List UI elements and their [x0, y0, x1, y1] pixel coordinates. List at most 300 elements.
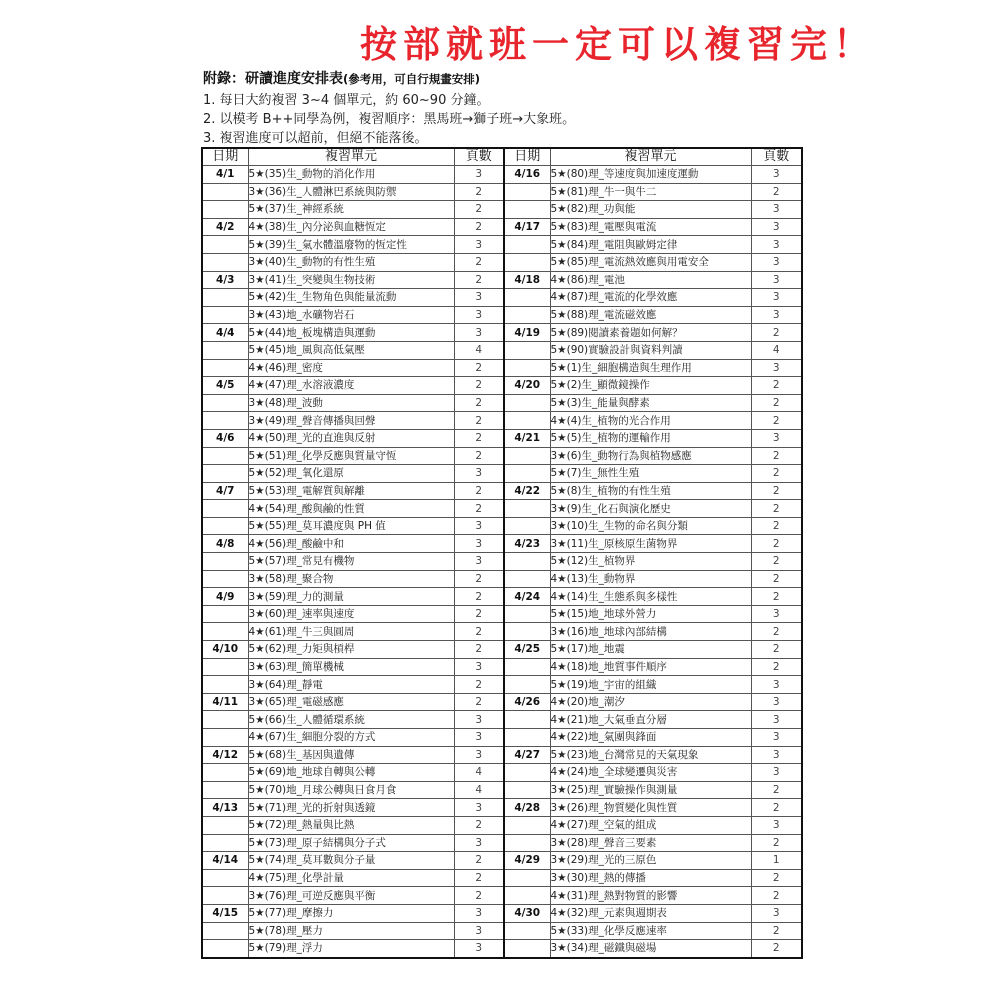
table-cell-pages: 2 [454, 253, 504, 271]
table-cell-unit: 4★(22)地_氣團與鋒面 [550, 729, 751, 747]
table-cell-date: 4/5 [202, 377, 248, 395]
table-cell-pages: 3 [454, 922, 504, 940]
table-cell-pages: 2 [751, 799, 802, 817]
table-row [202, 183, 802, 201]
table-row [202, 306, 802, 324]
table-cell-unit: 4★(75)理_化學計量 [248, 869, 454, 887]
table-cell-pages: 2 [751, 641, 802, 659]
table-cell-pages: 2 [751, 183, 802, 201]
table-cell-pages: 1 [751, 852, 802, 870]
table-cell-unit: 3★(26)理_物質變化與性質 [550, 799, 751, 817]
table-row [202, 236, 802, 254]
table-cell-pages: 3 [454, 553, 504, 571]
table-cell-date [202, 517, 248, 535]
table-cell-pages: 2 [454, 676, 504, 694]
table-cell-pages: 3 [454, 517, 504, 535]
table-cell-date: 4/1 [202, 166, 248, 184]
appendix-subtitle: (參考用，可自行規畫安排) [343, 72, 481, 86]
table-cell-unit: 5★(7)生_無性生殖 [550, 465, 751, 483]
table-cell-unit: 5★(51)理_化學反應與質量守恆 [248, 447, 454, 465]
table-cell-unit: 5★(17)地_地震 [550, 641, 751, 659]
header-unit-right: 複習單元 [550, 148, 751, 166]
table-cell-pages: 2 [751, 394, 802, 412]
table-cell-pages: 3 [751, 236, 802, 254]
table-row [202, 605, 802, 623]
table-cell-unit: 4★(20)地_潮汐 [550, 693, 751, 711]
table-cell-pages: 4 [454, 341, 504, 359]
table-cell-pages: 2 [454, 377, 504, 395]
table-cell-pages: 2 [454, 588, 504, 606]
table-row [202, 201, 802, 219]
table-cell-date [504, 517, 550, 535]
table-cell-unit: 5★(1)生_細胞構造與生理作用 [550, 359, 751, 377]
table-cell-date: 4/25 [504, 641, 550, 659]
table-cell-date [504, 764, 550, 782]
table-row [202, 658, 802, 676]
table-cell-pages: 2 [751, 658, 802, 676]
table-cell-date [504, 816, 550, 834]
table-cell-date: 4/21 [504, 429, 550, 447]
table-cell-pages: 3 [454, 289, 504, 307]
table-cell-date [504, 289, 550, 307]
appendix-title [203, 68, 480, 88]
table-cell-pages: 3 [454, 711, 504, 729]
table-cell-unit: 5★(90)實驗設計與資料判讀 [550, 341, 751, 359]
table-cell-pages: 2 [454, 412, 504, 430]
table-cell-unit: 5★(37)生_神經系統 [248, 201, 454, 219]
table-cell-date [504, 570, 550, 588]
table-row [202, 588, 802, 606]
table-cell-pages: 2 [454, 852, 504, 870]
table-cell-pages: 3 [751, 359, 802, 377]
table-cell-unit: 5★(12)生_植物界 [550, 553, 751, 571]
table-cell-unit: 5★(52)理_氧化還原 [248, 465, 454, 483]
table-cell-pages: 2 [454, 218, 504, 236]
table-cell-pages: 2 [751, 869, 802, 887]
table-cell-date [202, 236, 248, 254]
table-cell-unit: 5★(72)理_熱量與比熱 [248, 816, 454, 834]
header-date-right: 日期 [504, 148, 550, 166]
table-row [202, 781, 802, 799]
table-cell-pages: 2 [751, 465, 802, 483]
table-cell-pages: 3 [454, 799, 504, 817]
table-cell-unit: 5★(8)生_植物的有性生殖 [550, 482, 751, 500]
table-cell-pages: 3 [454, 658, 504, 676]
table-cell-pages: 3 [751, 816, 802, 834]
table-cell-pages: 2 [454, 623, 504, 641]
table-cell-pages: 2 [751, 940, 802, 958]
table-cell-date: 4/24 [504, 588, 550, 606]
table-cell-pages: 3 [454, 904, 504, 922]
table-cell-unit: 4★(27)理_空氣的組成 [550, 816, 751, 834]
table-cell-date [504, 500, 550, 518]
table-cell-unit: 4★(32)理_元素與週期表 [550, 904, 751, 922]
table-cell-pages: 2 [751, 588, 802, 606]
table-cell-date [202, 289, 248, 307]
table-cell-unit: 4★(54)理_酸與鹼的性質 [248, 500, 454, 518]
table-cell-date [202, 605, 248, 623]
table-cell-date [504, 183, 550, 201]
table-cell-unit: 5★(55)理_莫耳濃度與 PH 值 [248, 517, 454, 535]
table-cell-pages: 2 [454, 271, 504, 289]
table-cell-unit: 5★(78)理_壓力 [248, 922, 454, 940]
appendix-heading: 附錄：研讀進度安排表 [203, 71, 343, 87]
table-cell-unit: 4★(13)生_動物界 [550, 570, 751, 588]
table-cell-pages: 3 [751, 271, 802, 289]
table-cell-date: 4/22 [504, 482, 550, 500]
table-cell-unit: 4★(4)生_植物的光合作用 [550, 412, 751, 430]
table-row [202, 482, 802, 500]
table-cell-pages: 3 [454, 236, 504, 254]
table-row [202, 341, 802, 359]
table-cell-date [202, 183, 248, 201]
table-cell-unit: 5★(45)地_風與高低氣壓 [248, 341, 454, 359]
table-row [202, 641, 802, 659]
table-cell-date [504, 253, 550, 271]
table-cell-unit: 3★(29)理_光的三原色 [550, 852, 751, 870]
table-cell-unit: 5★(71)理_光的折射與透鏡 [248, 799, 454, 817]
table-cell-pages: 3 [454, 746, 504, 764]
table-cell-unit: 5★(62)理_力矩與槓桿 [248, 641, 454, 659]
table-cell-pages: 3 [454, 729, 504, 747]
table-cell-date: 4/4 [202, 324, 248, 342]
table-cell-unit: 5★(19)地_宇宙的組織 [550, 676, 751, 694]
table-cell-pages: 2 [454, 641, 504, 659]
table-cell-unit: 5★(33)理_化學反應速率 [550, 922, 751, 940]
table-cell-unit: 3★(25)理_實驗操作與測量 [550, 781, 751, 799]
table-cell-unit: 3★(30)理_熱的傳播 [550, 869, 751, 887]
table-cell-pages: 3 [751, 904, 802, 922]
table-cell-date [504, 201, 550, 219]
table-cell-unit: 5★(3)生_能量與酵素 [550, 394, 751, 412]
table-cell-unit: 4★(61)理_牛三與圓周 [248, 623, 454, 641]
table-row [202, 394, 802, 412]
table-cell-pages: 2 [751, 500, 802, 518]
header-unit-left: 複習單元 [248, 148, 454, 166]
table-cell-unit: 3★(9)生_化石與演化歷史 [550, 500, 751, 518]
table-cell-pages: 4 [751, 341, 802, 359]
table-cell-unit: 5★(2)生_顯微鏡操作 [550, 377, 751, 395]
table-row [202, 676, 802, 694]
table-cell-unit: 5★(88)理_電流磁效應 [550, 306, 751, 324]
table-cell-date [202, 940, 248, 958]
table-cell-unit: 5★(68)生_基因與遺傳 [248, 746, 454, 764]
table-cell-pages: 2 [454, 570, 504, 588]
table-cell-date [202, 306, 248, 324]
table-cell-unit: 3★(40)生_動物的有性生殖 [248, 253, 454, 271]
table-cell-unit: 5★(83)理_電壓與電流 [550, 218, 751, 236]
table-cell-unit: 4★(46)理_密度 [248, 359, 454, 377]
table-cell-unit: 5★(89)閱讀素養題如何解？ [550, 324, 751, 342]
table-cell-date [504, 465, 550, 483]
table-cell-pages: 3 [454, 166, 504, 184]
table-cell-unit: 4★(47)理_水溶液濃度 [248, 377, 454, 395]
table-cell-date [504, 306, 550, 324]
table-cell-unit: 3★(41)生_突變與生物技術 [248, 271, 454, 289]
table-cell-date [202, 359, 248, 377]
table-cell-date [504, 869, 550, 887]
table-cell-unit: 4★(56)理_酸鹼中和 [248, 535, 454, 553]
table-row [202, 535, 802, 553]
table-cell-unit: 5★(69)地_地球自轉與公轉 [248, 764, 454, 782]
table-cell-date [202, 658, 248, 676]
table-cell-unit: 5★(5)生_植物的運輸作用 [550, 429, 751, 447]
table-cell-date: 4/16 [504, 166, 550, 184]
table-cell-unit: 4★(24)地_全球變遷與災害 [550, 764, 751, 782]
table-cell-unit: 3★(49)理_聲音傳播與回聲 [248, 412, 454, 430]
table-cell-pages: 2 [751, 623, 802, 641]
table-cell-date: 4/13 [202, 799, 248, 817]
table-cell-unit: 5★(35)生_動物的消化作用 [248, 166, 454, 184]
table-row [202, 729, 802, 747]
table-row [202, 324, 802, 342]
table-cell-unit: 3★(65)理_電磁感應 [248, 693, 454, 711]
table-cell-unit: 5★(82)理_功與能 [550, 201, 751, 219]
table-cell-date [504, 359, 550, 377]
study-schedule-table [201, 147, 803, 959]
table-cell-unit: 5★(66)生_人體循環系統 [248, 711, 454, 729]
table-row [202, 887, 802, 905]
table-row [202, 412, 802, 430]
table-cell-unit: 5★(80)理_等速度與加速度運動 [550, 166, 751, 184]
table-cell-date [202, 869, 248, 887]
table-cell-date [202, 711, 248, 729]
table-cell-pages: 3 [751, 711, 802, 729]
table-cell-pages: 2 [751, 887, 802, 905]
table-cell-pages: 2 [454, 394, 504, 412]
table-cell-unit: 5★(81)理_牛一與牛二 [550, 183, 751, 201]
table-cell-unit: 3★(64)理_靜電 [248, 676, 454, 694]
table-cell-date: 4/6 [202, 429, 248, 447]
table-cell-date: 4/2 [202, 218, 248, 236]
header-date-left: 日期 [202, 148, 248, 166]
table-cell-unit: 3★(16)地_地球內部結構 [550, 623, 751, 641]
table-cell-date: 4/11 [202, 693, 248, 711]
table-cell-date [202, 781, 248, 799]
table-cell-date [504, 834, 550, 852]
table-cell-pages: 2 [454, 887, 504, 905]
table-row [202, 517, 802, 535]
table-cell-unit: 3★(58)理_聚合物 [248, 570, 454, 588]
table-cell-unit: 3★(28)理_聲音三要素 [550, 834, 751, 852]
table-cell-unit: 3★(43)地_水礦物岩石 [248, 306, 454, 324]
table-cell-date: 4/14 [202, 852, 248, 870]
table-cell-date [202, 253, 248, 271]
table-row [202, 218, 802, 236]
table-cell-pages: 2 [751, 834, 802, 852]
table-cell-date: 4/8 [202, 535, 248, 553]
table-cell-unit: 5★(70)地_月球公轉與日食月食 [248, 781, 454, 799]
table-cell-pages: 3 [751, 746, 802, 764]
table-cell-unit: 5★(84)理_電阻與歐姆定律 [550, 236, 751, 254]
table-cell-pages: 2 [751, 412, 802, 430]
table-cell-pages: 3 [454, 535, 504, 553]
table-cell-pages: 3 [454, 940, 504, 958]
table-cell-date: 4/17 [504, 218, 550, 236]
table-cell-unit: 5★(53)理_電解質與解離 [248, 482, 454, 500]
table-cell-pages: 2 [751, 535, 802, 553]
table-cell-unit: 4★(14)生_生態系與多樣性 [550, 588, 751, 606]
table-row [202, 166, 802, 184]
table-cell-unit: 5★(79)理_浮力 [248, 940, 454, 958]
note-1: 1. 每日大約複習 3~4 個單元，約 60~90 分鐘。 [203, 93, 490, 108]
table-cell-date [202, 394, 248, 412]
table-cell-pages: 3 [751, 289, 802, 307]
table-cell-date: 4/19 [504, 324, 550, 342]
table-cell-pages: 3 [454, 465, 504, 483]
table-cell-pages: 2 [454, 447, 504, 465]
table-row [202, 940, 802, 958]
table-cell-unit: 5★(39)生_氣水體溫廢物的恆定性 [248, 236, 454, 254]
table-cell-unit: 3★(11)生_原核原生菌物界 [550, 535, 751, 553]
table-cell-date: 4/26 [504, 693, 550, 711]
table-row [202, 799, 802, 817]
table-cell-date [504, 412, 550, 430]
table-cell-pages: 3 [751, 306, 802, 324]
table-cell-date [202, 623, 248, 641]
table-row [202, 711, 802, 729]
table-cell-date [504, 676, 550, 694]
table-cell-unit: 3★(34)理_磁鐵與磁場 [550, 940, 751, 958]
table-cell-unit: 3★(59)理_力的測量 [248, 588, 454, 606]
table-cell-pages: 3 [751, 166, 802, 184]
table-cell-pages: 2 [751, 922, 802, 940]
table-cell-pages: 3 [751, 201, 802, 219]
table-cell-unit: 4★(38)生_內分泌與血糖恆定 [248, 218, 454, 236]
table-cell-unit: 3★(48)理_波動 [248, 394, 454, 412]
table-cell-date [202, 341, 248, 359]
table-cell-date: 4/23 [504, 535, 550, 553]
table-cell-date [202, 412, 248, 430]
table-cell-unit: 5★(15)地_地球外營力 [550, 605, 751, 623]
table-cell-date [504, 394, 550, 412]
table-cell-date [202, 500, 248, 518]
table-cell-date [202, 922, 248, 940]
table-cell-pages: 3 [751, 605, 802, 623]
slogan-title: 按部就班一定可以複習完！ [360, 23, 876, 66]
table-cell-pages: 2 [454, 201, 504, 219]
table-cell-pages: 2 [751, 377, 802, 395]
header-pages-left: 頁數 [454, 148, 504, 166]
table-row [202, 253, 802, 271]
table-cell-date [504, 658, 550, 676]
table-cell-pages: 3 [751, 693, 802, 711]
table-cell-unit: 5★(74)理_莫耳數與分子量 [248, 852, 454, 870]
table-row [202, 764, 802, 782]
table-cell-pages: 2 [454, 869, 504, 887]
table-cell-unit: 5★(85)理_電流熱效應與用電安全 [550, 253, 751, 271]
table-row [202, 359, 802, 377]
table-cell-date: 4/29 [504, 852, 550, 870]
table-cell-date [504, 623, 550, 641]
table-cell-pages: 2 [454, 816, 504, 834]
table-cell-date: 4/3 [202, 271, 248, 289]
table-cell-pages: 2 [751, 781, 802, 799]
table-cell-pages: 2 [751, 324, 802, 342]
table-cell-pages: 4 [454, 781, 504, 799]
table-cell-unit: 5★(77)理_摩擦力 [248, 904, 454, 922]
table-cell-date: 4/20 [504, 377, 550, 395]
table-cell-unit: 4★(86)理_電池 [550, 271, 751, 289]
table-cell-unit: 5★(42)生_生物角色與能量流動 [248, 289, 454, 307]
table-cell-date: 4/28 [504, 799, 550, 817]
table-cell-date [504, 729, 550, 747]
table-cell-date [504, 887, 550, 905]
table-row [202, 570, 802, 588]
table-cell-date [504, 236, 550, 254]
table-row [202, 429, 802, 447]
table-cell-date [504, 711, 550, 729]
table-cell-unit: 3★(60)理_速率與速度 [248, 605, 454, 623]
table-cell-pages: 4 [454, 764, 504, 782]
table-row [202, 834, 802, 852]
table-cell-unit: 3★(6)生_動物行為與植物感應 [550, 447, 751, 465]
table-cell-date: 4/15 [202, 904, 248, 922]
table-cell-date [202, 816, 248, 834]
table-cell-date: 4/12 [202, 746, 248, 764]
table-row [202, 447, 802, 465]
table-row [202, 746, 802, 764]
table-cell-pages: 2 [454, 693, 504, 711]
table-cell-date [202, 764, 248, 782]
table-cell-date [202, 729, 248, 747]
table-cell-date [504, 922, 550, 940]
table-row [202, 553, 802, 571]
table-row [202, 623, 802, 641]
table-cell-pages: 2 [751, 482, 802, 500]
table-cell-date [504, 341, 550, 359]
table-cell-date [504, 447, 550, 465]
table-cell-date [202, 553, 248, 571]
table-row [202, 465, 802, 483]
table-cell-pages: 2 [454, 359, 504, 377]
table-cell-date: 4/27 [504, 746, 550, 764]
table-cell-unit: 5★(44)地_板塊構造與運動 [248, 324, 454, 342]
table-cell-unit: 5★(23)地_台灣常見的天氣現象 [550, 746, 751, 764]
table-cell-pages: 2 [454, 183, 504, 201]
table-cell-pages: 2 [751, 447, 802, 465]
table-cell-date [202, 676, 248, 694]
table-cell-pages: 2 [751, 517, 802, 535]
table-cell-date [202, 570, 248, 588]
table-cell-date [202, 834, 248, 852]
table-cell-pages: 2 [454, 429, 504, 447]
table-cell-pages: 2 [751, 570, 802, 588]
table-row [202, 852, 802, 870]
table-cell-pages: 3 [454, 834, 504, 852]
table-cell-pages: 2 [751, 553, 802, 571]
table-cell-pages: 2 [454, 482, 504, 500]
table-cell-date [504, 940, 550, 958]
table-cell-pages: 3 [751, 429, 802, 447]
table-cell-pages: 3 [751, 764, 802, 782]
table-cell-unit: 4★(87)理_電流的化學效應 [550, 289, 751, 307]
table-cell-unit: 5★(57)理_常見有機物 [248, 553, 454, 571]
table-row [202, 289, 802, 307]
table-row [202, 904, 802, 922]
note-3: 3. 複習進度可以超前，但絕不能落後。 [203, 131, 428, 146]
table-row [202, 271, 802, 289]
note-2: 2. 以模考 B++同學為例，複習順序：黑馬班→獅子班→大象班。 [203, 112, 576, 127]
table-cell-date: 4/7 [202, 482, 248, 500]
table-cell-date: 4/10 [202, 641, 248, 659]
table-cell-date: 4/9 [202, 588, 248, 606]
table-row [202, 816, 802, 834]
table-cell-unit: 4★(18)地_地質事件順序 [550, 658, 751, 676]
table-row [202, 869, 802, 887]
header-pages-right: 頁數 [751, 148, 802, 166]
table-cell-unit: 5★(73)理_原子結構與分子式 [248, 834, 454, 852]
